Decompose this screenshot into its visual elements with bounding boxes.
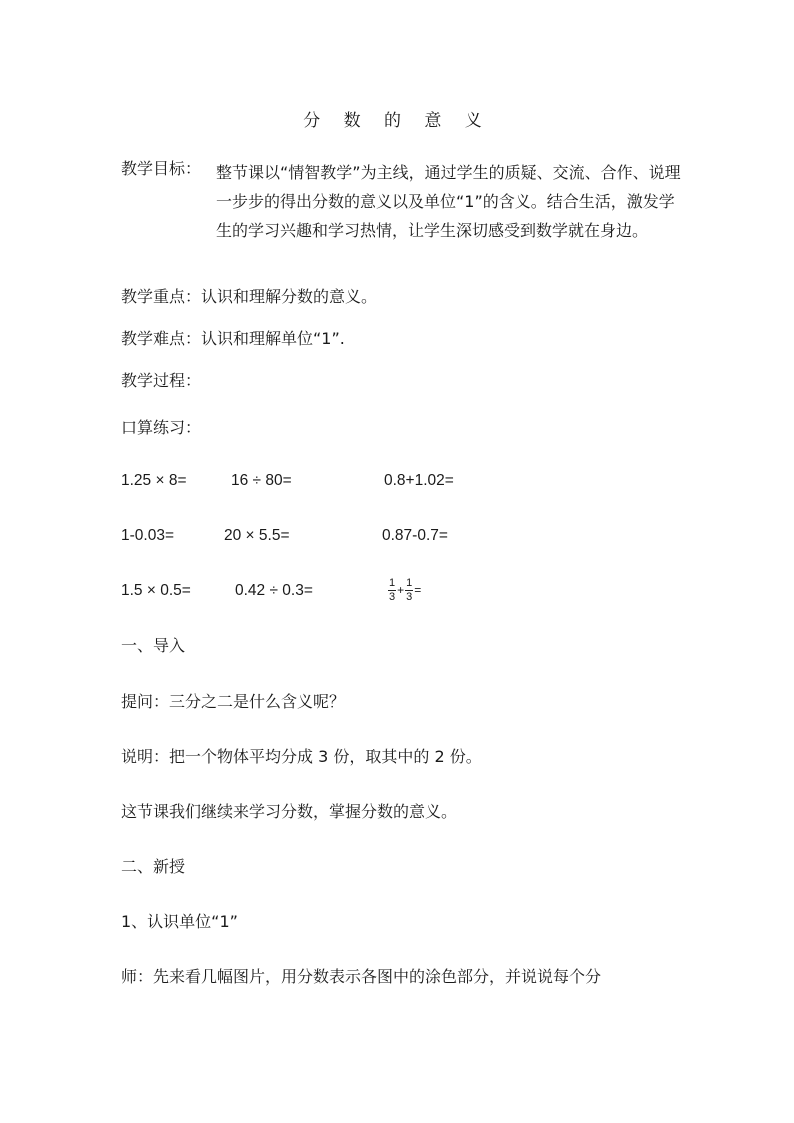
transition-line: 这节课我们继续来学习分数，掌握分数的意义。 [121, 802, 458, 821]
exercise-r1c3: 0.8+1.02= [384, 472, 454, 489]
fraction-one-third-a [388, 578, 396, 603]
teacher-instruction-line: 师：先来看几幅图片，用分数表示各图中的涂色部分，并说说每个分 [121, 967, 602, 986]
plus-sign: + [397, 583, 405, 597]
exercise-r1c2: 16 ÷ 80= [231, 472, 292, 489]
exercise-r3c2: 0.42 ÷ 0.3= [235, 582, 313, 599]
fraction-denominator: 3 [406, 590, 413, 603]
question-line: 提问：三分之二是什么含义呢？ [121, 692, 346, 711]
fraction-numerator: 1 [406, 576, 413, 589]
oral-practice-heading: 口算练习： [121, 418, 202, 437]
exercise-r1c1: 1.25 × 8= [121, 472, 187, 489]
fraction-one-third-b [405, 578, 413, 603]
process-heading: 教学过程： [121, 371, 202, 390]
subsection-unit-one-heading: 1、认识单位“1” [121, 912, 238, 931]
exercise-r3c3-fraction-sum [388, 570, 422, 610]
fraction-numerator: 1 [389, 576, 396, 589]
exercise-r2c2: 20 × 5.5= [224, 527, 290, 544]
explanation-line: 说明：把一个物体平均分成 3 份，取其中的 2 份。 [121, 747, 482, 766]
equals-sign: = [414, 583, 422, 597]
difficulty-line: 教学难点：认识和理解单位“1”. [121, 329, 345, 348]
exercise-r2c1: 1-0.03= [121, 527, 175, 544]
exercise-r2c3: 0.87-0.7= [382, 527, 448, 544]
key-point-line: 教学重点：认识和理解分数的意义。 [121, 287, 378, 306]
section-new-lesson-heading: 二、新授 [121, 857, 186, 876]
objective-label: 教学目标： [121, 159, 202, 178]
section-intro-heading: 一、导入 [121, 636, 186, 655]
exercise-r3c1: 1.5 × 0.5= [121, 582, 191, 599]
objective-text: 整节课以“情智教学”为主线，通过学生的质疑、交流、合作、说理一步步的得出分数的意义以及单位“1”的含义。结合生活，激发学生的学习兴趣和学习热情，让学生深切感受到数学就在身边。 [216, 163, 681, 240]
fraction-denominator: 3 [389, 590, 396, 603]
page-title: 分 数 的 意 义 [303, 111, 491, 131]
